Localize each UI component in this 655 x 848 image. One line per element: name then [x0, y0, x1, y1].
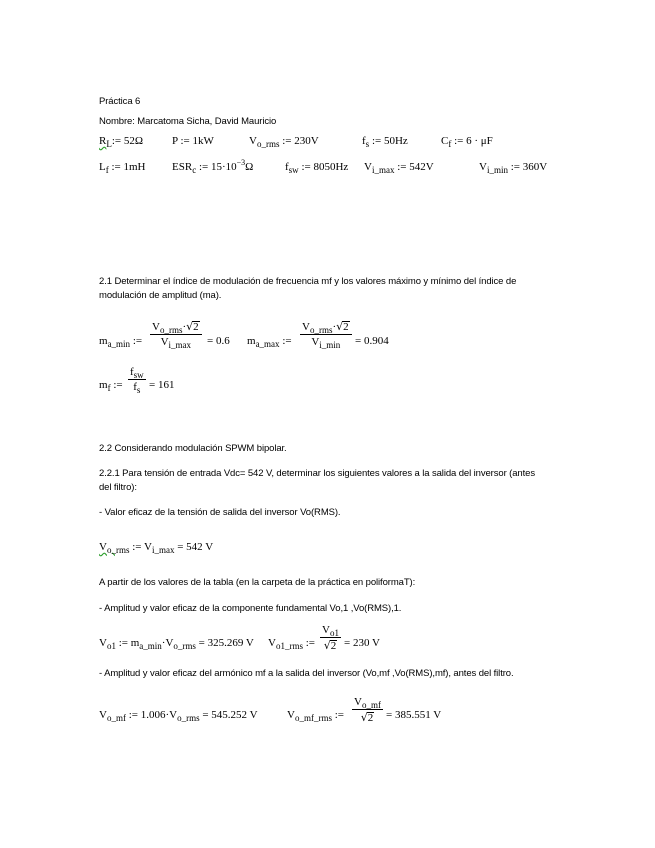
param-vimax: $V_{i\_max}$ := 542V — [364, 161, 434, 175]
eq-mf-fraction: $f_{sw}$ $f_s$ — [130, 366, 144, 395]
bullet-harmonic-mf: - Amplitud y valor eficaz del armónico mf a la salida del inversor (Vo,mf ,Vo(RMS),mf), antes del filtro. — [99, 668, 514, 679]
eq-vo1-rms-result: = 230 V — [344, 637, 380, 649]
eq-vo1-rms-fraction: $\frac{V_{o1}}{√2}$ — [322, 624, 339, 652]
param-lf: $L_f$ := 1mH — [99, 161, 146, 175]
bullet-vo-rms: - Valor eficaz de la tensión de salida del inversor Vo(RMS). — [99, 507, 341, 518]
eq-mf-lhs: $m_f$ := — [99, 379, 123, 393]
section-221-text: 2.2.1 Para tensión de entrada Vdc= 542 V, determinar los siguientes valores a la salida del inversor (antes del filtro): — [99, 468, 535, 493]
eq-vo-mf: $V_{o\_mf}$ := $1.006\cdot V_{o\_rms} = 545.252$ V — [99, 709, 258, 723]
bullet-fundamental: - Amplitud y valor eficaz de la componente fundamental Vo,1 ,Vo(RMS),1. — [99, 603, 402, 614]
eq-ma-max-fraction: $V_{o\_rms}\cdot√2$ $V_{i\_min}$ — [300, 320, 352, 348]
eq-vo-mf-rms-result: = 385.551 V — [386, 709, 442, 721]
eq-ma-min-lhs: $m_{a\_min}$ := — [99, 335, 143, 349]
table-reference-text: A partir de los valores de la tabla (en la carpeta de la práctica en poliformaT): — [99, 577, 416, 588]
param-fsw: $f_{sw}$ := 8050Hz — [285, 161, 349, 175]
eq-vo-mf-rms-fraction: $\frac{V_{o\_mf}}{√2}$ — [354, 696, 381, 724]
param-vorms: $V_{o\_rms}$ := 230V — [249, 135, 319, 149]
eq-vo-rms: $V_{o\_rms}$ := $V_{i\_max} = 542$ V — [99, 541, 214, 555]
param-p: P := 1kW — [172, 135, 214, 147]
eq-ma-min-fraction: $V_{o\_rms}\cdot√2$ $V_{i\_max}$ — [150, 320, 202, 348]
eq-mf-result: = 161 — [149, 379, 175, 391]
eq-ma-max-result: = 0.904 — [355, 335, 389, 347]
section-21-text: 2.1 Determinar el índice de modulación de frecuencia mf y los valores máximo y mínimo del índice de modulación de amplitud (ma). — [99, 276, 517, 301]
param-fs: $f_s$ := 50Hz — [362, 135, 408, 149]
page-title: Práctica 6 — [99, 96, 141, 107]
eq-vo-mf-rms-lhs: $V_{o\_mf\_rms}$ := — [287, 709, 344, 723]
eq-vo1-rms-lhs: $V_{o1\_rms}$ := — [268, 637, 315, 651]
section-22-title: 2.2 Considerando modulación SPWM bipolar. — [99, 443, 287, 454]
eq-vo1: $V_{o1}$ := $m_{a\_min}\cdot V_{o\_rms} = 325.269$ V — [99, 637, 254, 651]
eq-ma-max-lhs: $m_{a\_max}$ := — [247, 335, 292, 349]
author-name: Nombre: Marcatoma Sicha, David Mauricio — [99, 116, 277, 127]
param-vimin: $V_{i\_min}$ := 360V — [479, 161, 548, 175]
eq-ma-min-result: = 0.6 — [207, 335, 230, 347]
param-rl: $R_L:= 52\Omega$ — [99, 135, 144, 149]
param-esr: $ESR_c$ := $15\cdot 10^{-3}\Omega$ — [172, 158, 254, 175]
param-cf: $C_f$ := 6 · μF — [441, 135, 493, 149]
